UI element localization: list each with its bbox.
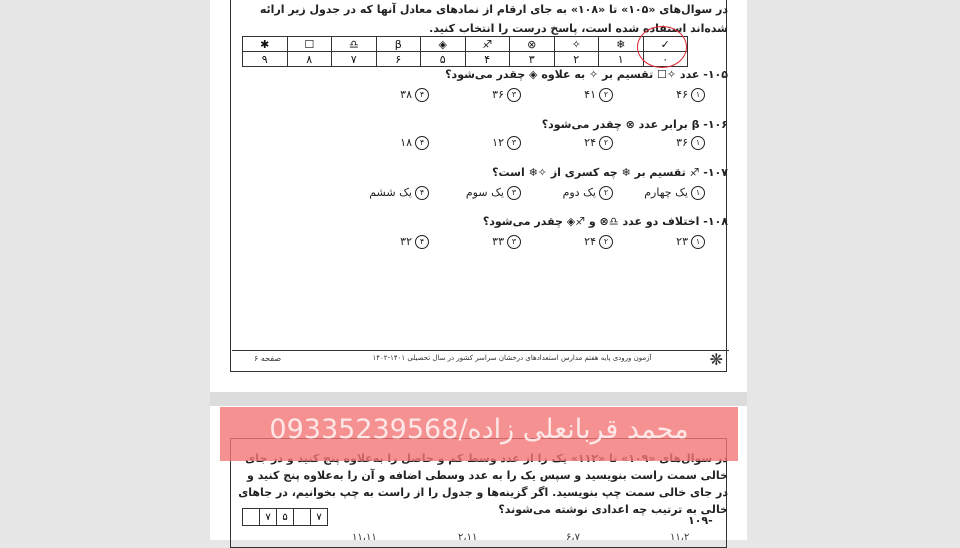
option-text: یک دوم (562, 186, 596, 199)
snowflake-logo-icon: ❋ (709, 350, 723, 369)
option-text: ۶،۷ (566, 532, 580, 543)
option-number: ۴ (415, 136, 429, 150)
question-109-partial-options (340, 532, 705, 542)
option-4[interactable] (339, 136, 429, 150)
option-number: ۳ (507, 88, 521, 102)
symbol-key-table (242, 36, 688, 67)
option-3[interactable] (431, 235, 521, 249)
option-text: ۱۱،۲ (670, 532, 690, 543)
option-text: ۱۸ (400, 136, 412, 149)
symbol-cell: ✧ (554, 37, 599, 52)
question-105: ۱۰۵- عدد ✧☐ تقسیم بر ✧ به علاوه ◈ چقدر می‌شود؟ (445, 68, 728, 81)
option-1[interactable] (615, 136, 705, 150)
symbol-cell: ☐ (287, 37, 332, 52)
option-text: ۴۱ (584, 88, 596, 101)
option-text: یک چهارم (644, 186, 688, 199)
option-number: ۳ (507, 186, 521, 200)
option-number: ۱ (691, 186, 705, 200)
question-109-number: -۱۰۹ (688, 514, 713, 527)
section-instructions-109-112: خالی سمت راست بنویسید و سپس یک را به عدد وسطی اضافه و آن را به‌علاوه پنج کنید و در جای خالی سمت چپ بنویسید. اگر گزینه‌ها و جدول را از راست به چپ بخوانیم، در جاهای خالی به ترتیب چه اعدادی نوشته می‌شوند؟ (238, 469, 728, 516)
digit-cell: ۵ (421, 52, 466, 67)
option-number: ۲ (599, 186, 613, 200)
page-footer (232, 352, 729, 368)
symbol-cell: ❄ (599, 37, 644, 52)
option-2[interactable] (523, 88, 613, 102)
red-circle-annotation (637, 26, 687, 68)
option-3[interactable] (431, 186, 521, 200)
option-text: ۱۱،۱۱ (352, 532, 377, 543)
option-number: ۲ (599, 136, 613, 150)
grid-cell: ۷ (260, 509, 277, 526)
grid-cell: ۷ (311, 509, 328, 526)
option-text: ۳۶ (676, 136, 688, 149)
number-grid (242, 508, 328, 526)
question-106-options (340, 136, 705, 152)
digit-cell: ۶ (376, 52, 421, 67)
option-number: ۲ (599, 88, 613, 102)
symbol-row (243, 37, 688, 52)
option-3[interactable] (431, 136, 521, 150)
question-108: ۱۰۸- اختلاف دو عدد ♎⊗ و ♐◈ چقدر می‌شود؟ (482, 215, 728, 228)
question-107-options (340, 186, 705, 202)
option-text: ۲،۱۱ (458, 532, 478, 543)
option-text: یک سوم (465, 186, 504, 199)
option-text: ۳۳ (492, 235, 504, 248)
right-background (747, 0, 960, 540)
option-text: ۱۲ (492, 136, 504, 149)
exam-title: آزمون ورودی پایه هفتم مدارس استعدادهای درخشان سراسر کشور در سال تحصیلی ۱۴۰۱-۱۴۰۲ (372, 354, 652, 362)
symbol-cell: ✱ (243, 37, 288, 52)
symbol-cell: β (376, 37, 421, 52)
option-4[interactable] (339, 88, 429, 102)
option-4[interactable] (339, 186, 429, 200)
page-gap (210, 392, 747, 406)
symbol-cell: ◈ (421, 37, 466, 52)
option-1[interactable] (615, 186, 705, 200)
question-108-options (340, 235, 705, 251)
option-4[interactable] (339, 235, 429, 249)
option-2[interactable] (523, 136, 613, 150)
digit-row (243, 52, 688, 67)
symbol-cell: ♎ (332, 37, 377, 52)
question-106: ۱۰۶- β برابر عدد ⊗ چقدر می‌شود؟ (541, 118, 728, 131)
option-2[interactable] (523, 235, 613, 249)
option-number: ۱ (691, 88, 705, 102)
option-text: ۴۶ (676, 88, 688, 101)
digit-cell: ۹ (243, 52, 288, 67)
footer-divider (232, 350, 729, 351)
option-number: ۴ (415, 88, 429, 102)
digit-cell: ۸ (287, 52, 332, 67)
option-number: ۱ (691, 136, 705, 150)
grid-cell (294, 509, 311, 526)
digit-cell: ۷ (332, 52, 377, 67)
option-3[interactable] (431, 88, 521, 102)
option-2[interactable] (523, 186, 613, 200)
watermark-text: محمد قربانعلی زاده/09335239568 (269, 414, 689, 445)
option-number: ۴ (415, 186, 429, 200)
option-number: ۱ (691, 235, 705, 249)
symbol-cell: ⊗ (510, 37, 555, 52)
option-text: ۳۶ (492, 88, 504, 101)
symbol-cell: ♐ (465, 37, 510, 52)
option-text: ۳۸ (400, 88, 412, 101)
grid-cell (243, 509, 260, 526)
option-text: ۲۳ (676, 235, 688, 248)
option-1[interactable] (615, 88, 705, 102)
grid-cell: ۵ (277, 509, 294, 526)
option-text: ۲۴ (584, 136, 596, 149)
option-1[interactable] (615, 235, 705, 249)
option-text: ۳۲ (400, 235, 412, 248)
section-instructions: در سوال‌های «۱۰۵» تا «۱۰۸» به جای ارقام از نمادهای معادل آنها که در جدول زیر ارائه شده‌اند استفاده شده است، پاسخ درست را انتخاب کنید. (259, 3, 728, 35)
symbol-cell: ✓ (643, 37, 688, 52)
page-number: صفحه ۶ (254, 354, 282, 363)
digit-cell: ۲ (554, 52, 599, 67)
option-number: ۴ (415, 235, 429, 249)
question-105-options (340, 88, 705, 104)
option-number: ۳ (507, 136, 521, 150)
digit-cell: ۰ (643, 52, 688, 67)
left-background (0, 0, 210, 540)
digit-cell: ۴ (465, 52, 510, 67)
option-number: ۳ (507, 235, 521, 249)
option-text: یک ششم (369, 186, 412, 199)
option-text: ۲۴ (584, 235, 596, 248)
digit-cell: ۳ (510, 52, 555, 67)
option-number: ۲ (599, 235, 613, 249)
question-107: ۱۰۷- ♐ تقسیم بر ❄ چه کسری از ✧❄ است؟ (492, 166, 728, 179)
digit-cell: ۱ (599, 52, 644, 67)
